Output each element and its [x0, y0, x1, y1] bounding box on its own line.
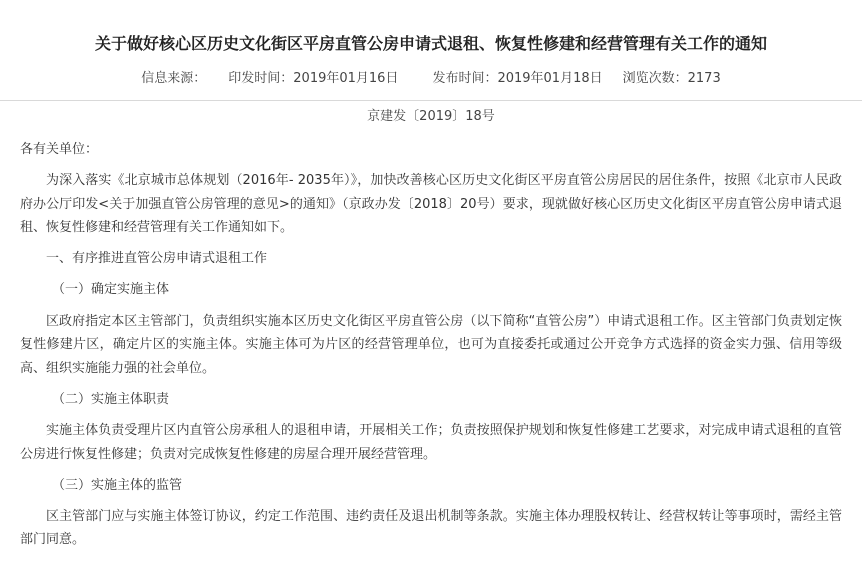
- meta-publish-time: 发布时间：2019年01月18日: [432, 71, 603, 86]
- paragraph-2: 实施主体负责受理片区内直管公房承租人的退租申请，开展相关工作；负责按照保护规划和恢复性修建工艺要求，对完成申请式退租的直管公房进行恢复性修建；负责对完成恢复性修建的房屋合理开展经营管理。: [20, 422, 842, 462]
- subheading-1: （一）确定实施主体: [52, 282, 170, 298]
- subheading-3: （三）实施主体的监管: [52, 477, 183, 493]
- article-meta: [0, 69, 862, 89]
- subheading-2: （二）实施主体职责: [52, 391, 170, 407]
- paragraph-1: 区政府指定本区主管部门，负责组织实施本区历史文化街区平房直管公房（以下简称“直管公房”）申请式退租工作。区主管部门负责划定恢复性修建片区，确定片区的实施主体。实施主体可为片区的经营管理单位，也可为直接委托或通过公开竞争方式选择的资金实力强、信用等级高、组织实施能力强的社会单位。: [20, 313, 842, 376]
- document-number: 京建发〔2019〕18号: [367, 109, 495, 124]
- paragraph-3: 区主管部门应与实施主体签订协议，约定工作范围、违约责任及退出机制等条款。实施主体办理股权转让、经营权转让等事项时，需经主管部门同意。: [20, 508, 842, 548]
- meta-source: 信息来源：: [141, 71, 207, 86]
- meta-view-count: 浏览次数：2173: [622, 71, 721, 86]
- meta-print-time: 印发时间：2019年01月16日: [228, 71, 399, 86]
- article-body: [20, 138, 842, 559]
- intro-paragraph: 为深入落实《北京城市总体规划（2016年- 2035年）》，加快改善核心区历史文化街区平房直管公房居民的居住条件，按照《北京市人民政府办公厅印发<关于加强直管公房管理的意见>的通知》（京政办发〔2018〕20号）要求，现就做好核心区历史文化街区平房直管公房申请式退租、恢复性修建和经营管理有关工作通知如下。: [20, 173, 842, 236]
- header-divider: [0, 100, 862, 101]
- section-heading-1: 一、有序推进直管公房申请式退租工作: [46, 251, 268, 267]
- salutation: 各有关单位：: [20, 142, 99, 157]
- article-title: 关于做好核心区历史文化街区平房直管公房申请式退租、恢复性修建和经营管理有关工作的通知: [94, 34, 767, 53]
